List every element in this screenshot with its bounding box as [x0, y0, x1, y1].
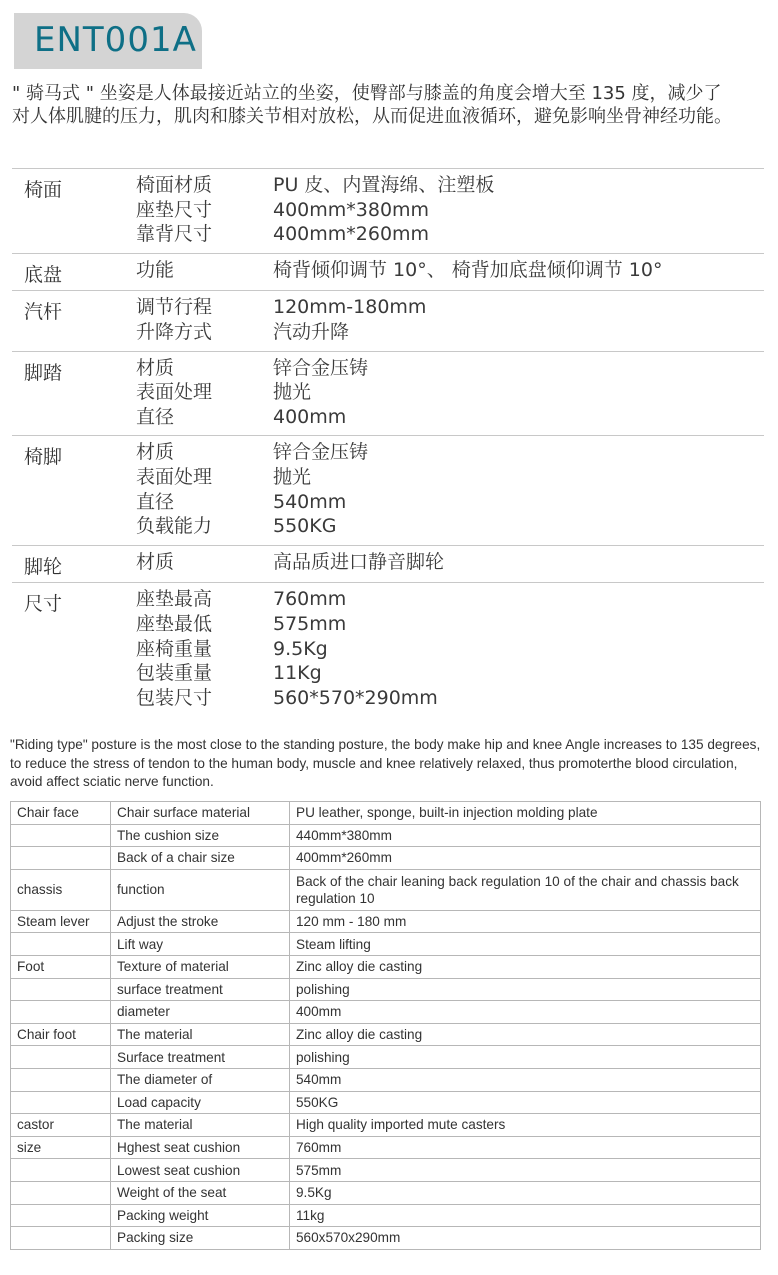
en-label-cell: Packing weight: [111, 1204, 290, 1227]
table-row: [11, 1068, 761, 1091]
cn-row: [12, 380, 764, 405]
en-value-cell: 400mm*260mm: [290, 847, 761, 870]
en-category-cell: [11, 933, 111, 956]
en-category-cell: [11, 978, 111, 1001]
cn-section: [12, 351, 764, 436]
cn-row: [12, 661, 764, 686]
cn-section: [12, 290, 764, 350]
cn-section: [12, 253, 764, 291]
en-value-cell: 11kg: [290, 1204, 761, 1227]
en-category-cell: size: [11, 1136, 111, 1159]
en-category-cell: [11, 1046, 111, 1069]
en-category-cell: [11, 1159, 111, 1182]
en-label-cell: Lift way: [111, 933, 290, 956]
table-row: [11, 847, 761, 870]
en-label-cell: Back of a chair size: [111, 847, 290, 870]
cn-value: 抛光: [273, 465, 312, 488]
cn-category: 尺寸: [24, 593, 63, 616]
cn-row: [12, 465, 764, 490]
en-category-cell: castor: [11, 1114, 111, 1137]
cn-label: 座垫最低: [136, 612, 213, 635]
cn-value: 550KG: [273, 515, 337, 538]
cn-value: 400mm*380mm: [273, 198, 430, 221]
en-label-cell: Surface treatment: [111, 1046, 290, 1069]
cn-category: 椅脚: [24, 446, 63, 469]
cn-label: 直径: [136, 490, 175, 513]
cn-label: 直径: [136, 405, 175, 428]
en-label-cell: The material: [111, 1023, 290, 1046]
table-row: [11, 1001, 761, 1024]
table-row: [11, 1181, 761, 1204]
cn-row: [12, 490, 764, 515]
en-label-cell: Texture of material: [111, 955, 290, 978]
table-row: [11, 824, 761, 847]
en-category-cell: chassis: [11, 869, 111, 910]
cn-value: 锌合金压铸: [273, 356, 369, 379]
cn-label: 座椅重量: [136, 637, 213, 660]
en-label-cell: The material: [111, 1114, 290, 1137]
en-value-cell: 9.5Kg: [290, 1181, 761, 1204]
cn-row: [12, 295, 764, 320]
table-row: [11, 1159, 761, 1182]
table-row: [11, 1046, 761, 1069]
table-row: [11, 978, 761, 1001]
cn-row: [12, 173, 764, 198]
table-row: [11, 1023, 761, 1046]
en-category-cell: [11, 1001, 111, 1024]
cn-label: 靠背尺寸: [136, 223, 213, 246]
cn-row: [12, 550, 764, 575]
cn-value: 560*570*290mm: [273, 686, 438, 709]
table-row: [11, 1227, 761, 1250]
cn-label: 材质: [136, 441, 175, 464]
en-category-cell: Chair face: [11, 802, 111, 825]
cn-row: [12, 198, 764, 223]
cn-label: 座垫尺寸: [136, 198, 213, 221]
en-category-cell: [11, 1068, 111, 1091]
cn-row: [12, 514, 764, 539]
en-label-cell: Load capacity: [111, 1091, 290, 1114]
en-value-cell: 120 mm - 180 mm: [290, 910, 761, 933]
en-label-cell: diameter: [111, 1001, 290, 1024]
cn-value: 9.5Kg: [273, 637, 328, 660]
cn-value: 抛光: [273, 381, 312, 404]
en-value-cell: Zinc alloy die casting: [290, 1023, 761, 1046]
en-value-cell: 440mm*380mm: [290, 824, 761, 847]
cn-label: 表面处理: [136, 465, 213, 488]
table-row: [11, 1114, 761, 1137]
en-category-cell: [11, 1181, 111, 1204]
table-row: [11, 1136, 761, 1159]
en-value-cell: Steam lifting: [290, 933, 761, 956]
cn-label: 表面处理: [136, 381, 213, 404]
table-row: [11, 955, 761, 978]
cn-label: 材质: [136, 356, 175, 379]
en-spec-table: [10, 801, 761, 1250]
cn-row: [12, 258, 764, 283]
en-value-cell: polishing: [290, 1046, 761, 1069]
cn-label: 座垫最高: [136, 588, 213, 611]
cn-value: 120mm-180mm: [273, 296, 427, 319]
cn-category: 汽杆: [24, 301, 63, 324]
page-title: ENT001A: [34, 20, 197, 60]
en-label-cell: Packing size: [111, 1227, 290, 1250]
en-value-cell: Back of the chair leaning back regulation 10 of the chair and chassis back regulation 10: [290, 869, 761, 910]
en-category-cell: [11, 824, 111, 847]
en-label-cell: function: [111, 869, 290, 910]
en-intro-text: "Riding type" posture is the most close to the standing posture, the body make hip and knee Angle increases to 135 degrees, to reduce the stress of tendon to the human body, muscle and knee relatively relaxed, thus promoterthe blood circulation, avoid affect sciatic nerve function.: [10, 737, 761, 789]
cn-section: [12, 545, 764, 583]
en-label-cell: The cushion size: [111, 824, 290, 847]
cn-value: 400mm*260mm: [273, 223, 430, 246]
cn-row: [12, 637, 764, 662]
cn-value: 575mm: [273, 612, 347, 635]
cn-category: 底盘: [24, 263, 63, 286]
table-row: [11, 1091, 761, 1114]
en-category-cell: [11, 1091, 111, 1114]
en-label-cell: Chair surface material: [111, 802, 290, 825]
en-value-cell: polishing: [290, 978, 761, 1001]
cn-row: [12, 440, 764, 465]
cn-category: 脚轮: [24, 555, 63, 578]
cn-section: [12, 168, 764, 253]
cn-section: [12, 582, 764, 710]
en-value-cell: Zinc alloy die casting: [290, 955, 761, 978]
cn-label: 调节行程: [136, 296, 213, 319]
cn-label: 材质: [136, 550, 175, 573]
table-row: [11, 869, 761, 910]
en-label-cell: Adjust the stroke: [111, 910, 290, 933]
en-value-cell: 550KG: [290, 1091, 761, 1114]
table-row: [11, 802, 761, 825]
cn-row: [12, 405, 764, 430]
cn-row: [12, 587, 764, 612]
cn-value: 高品质进口静音脚轮: [273, 550, 445, 573]
cn-row: [12, 222, 764, 247]
en-label-cell: Lowest seat cushion: [111, 1159, 290, 1182]
en-label-cell: The diameter of: [111, 1068, 290, 1091]
en-value-cell: High quality imported mute casters: [290, 1114, 761, 1137]
cn-label: 升降方式: [136, 320, 213, 343]
cn-category: 椅面: [24, 179, 63, 201]
en-category-cell: Steam lever: [11, 910, 111, 933]
cn-label: 功能: [136, 258, 175, 281]
en-label-cell: Weight of the seat: [111, 1181, 290, 1204]
cn-row: [12, 320, 764, 345]
en-category-cell: [11, 1204, 111, 1227]
table-row: [11, 910, 761, 933]
cn-value: 400mm: [273, 405, 347, 428]
en-label-cell: surface treatment: [111, 978, 290, 1001]
cn-row: [12, 686, 764, 711]
en-value-cell: 540mm: [290, 1068, 761, 1091]
en-value-cell: 575mm: [290, 1159, 761, 1182]
cn-row: [12, 612, 764, 637]
en-value-cell: 760mm: [290, 1136, 761, 1159]
en-category-cell: Chair foot: [11, 1023, 111, 1046]
en-category-cell: [11, 1227, 111, 1250]
cn-intro-text: " 骑马式 " 坐姿是人体最接近站立的坐姿，使臀部与膝盖的角度会增大至 135 度，减少了对人体肌腱的压力，肌肉和膝关节相对放松，从而促进血液循环，避免影响坐骨神经功能。: [12, 83, 732, 127]
cn-value: 汽动升降: [273, 320, 350, 343]
en-value-cell: PU leather, sponge, built-in injection molding plate: [290, 802, 761, 825]
cn-value: 椅背倾仰调节 10°、 椅背加底盘倾仰调节 10°: [273, 258, 663, 281]
en-label-cell: Hghest seat cushion: [111, 1136, 290, 1159]
en-value-cell: 400mm: [290, 1001, 761, 1024]
table-row: [11, 1204, 761, 1227]
cn-value: PU 皮、内置海绵、注塑板: [273, 174, 495, 196]
en-value-cell: 560x570x290mm: [290, 1227, 761, 1250]
cn-row: [12, 356, 764, 381]
cn-value: 11Kg: [273, 662, 322, 685]
cn-spec-table: [12, 168, 764, 710]
cn-value: 540mm: [273, 490, 347, 513]
cn-value: 锌合金压铸: [273, 441, 369, 464]
cn-label: 包装尺寸: [136, 686, 213, 709]
cn-value: 760mm: [273, 588, 347, 611]
cn-label: 负载能力: [136, 515, 213, 538]
cn-label: 椅面材质: [136, 174, 213, 196]
en-category-cell: Foot: [11, 955, 111, 978]
table-row: [11, 933, 761, 956]
cn-category: 脚踏: [24, 361, 63, 384]
cn-label: 包装重量: [136, 662, 213, 685]
cn-section: [12, 435, 764, 544]
en-category-cell: [11, 847, 111, 870]
